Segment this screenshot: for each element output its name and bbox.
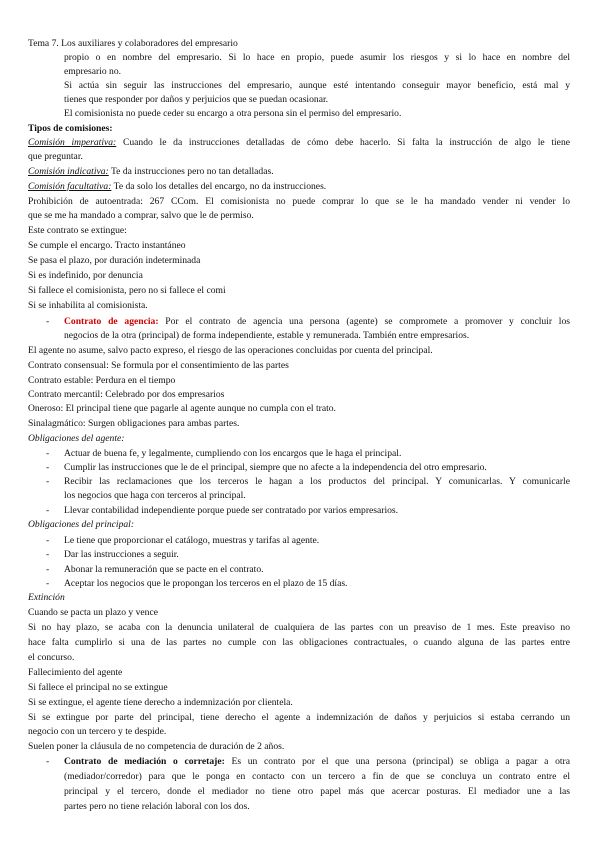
section-heading-tipos: Tipos de comisiones:: [28, 123, 113, 134]
paragraph-line: hace falta cumplirlo si una de las partes no cumple con las obligaciones contractuales, o cuando alguna de las partes entre: [28, 637, 570, 648]
term-text: Por el contrato de agencia una persona (agente) se compromete a promover y concluir los: [158, 316, 571, 327]
term-text: Te da solo los detalles del encargo, no da instrucciones.: [111, 181, 327, 192]
paragraph-line: Se cumple el encargo. Tracto instantáneo: [28, 240, 186, 251]
list-item: Aceptar los negocios que le propongan los terceros en el plazo de 15 días.: [64, 578, 348, 589]
term-text: Te da instrucciones pero no tan detalladas.: [108, 166, 274, 177]
paragraph-line: Este contrato se extingue:: [28, 225, 127, 236]
paragraph-line: El comisionista no puede ceder su encargo a otra persona sin el permiso del empresario.: [64, 108, 402, 119]
paragraph-line: Contrato consensual: Se formula por el consentimiento de las partes: [28, 360, 289, 371]
term-label: Comisión facultativa:: [28, 181, 112, 192]
paragraph-line: [28, 166, 274, 178]
term-text: Cuando le da instrucciones detalladas de cómo debe hacerlo. Si falta la instrucción de algo le tiene: [116, 137, 570, 148]
paragraph-line: Si es indefinido, por denuncia: [28, 270, 143, 281]
paragraph-line: Si se extingue por parte del principal, tiene derecho el agente a indemnización de daños y perjuicios si estaba cerrando un: [28, 712, 570, 723]
paragraph-line: que se me ha mandado a comprar, salvo que le de permiso.: [28, 210, 254, 221]
paragraph-line: Suelen poner la cláusula de no competencia de duración de 2 años.: [28, 741, 285, 752]
term-text: Es un contrato por el que una persona (principal) se obliga a pagar a otra: [224, 756, 570, 767]
section-heading-agente: Obligaciones del agente:: [28, 433, 125, 444]
paragraph-line: negocio con un tercero y te despide.: [28, 726, 167, 737]
list-item: Abonar la remuneración que se pacte en el contrato.: [64, 564, 264, 575]
paragraph-line: Si se inhabilita al comisionista.: [28, 300, 148, 311]
paragraph-line: [64, 756, 570, 768]
bullet-dash: -: [46, 756, 50, 767]
term-label: Contrato de agencia:: [64, 316, 159, 327]
term-label: Contrato de mediación o corretaje:: [64, 756, 225, 767]
paragraph-line: Fallecimiento del agente: [28, 667, 123, 678]
paragraph-line: tienes que responder por daños y perjuicios que se puedan ocasionar.: [64, 94, 329, 105]
document-title: Tema 7. Los auxiliares y colaboradores del empresario: [28, 38, 238, 49]
list-item: los negocios que haga con terceros al principal.: [64, 490, 246, 501]
bullet-dash: -: [46, 578, 50, 589]
section-heading-principal: Obligaciones del principal:: [28, 519, 135, 530]
paragraph-line: propio o en nombre del empresario. Si lo hace en propio, puede asumir los riesgos y si lo hace en nombre del: [64, 52, 570, 63]
bullet-dash: -: [46, 448, 50, 459]
list-item: Cumplir las instrucciones que le de el principal, siempre que no afecte a la independencia del otro empresario.: [64, 462, 487, 473]
paragraph-line: negocios de la otra (principal) de forma independiente, estable y remunerada. También entre empresarios.: [64, 330, 470, 341]
list-item: Dar las instrucciones a seguir.: [64, 549, 179, 560]
paragraph-line: partes pero no tiene relación laboral con los dos.: [64, 801, 250, 812]
paragraph-line: Oneroso: El principal tiene que pagarle al agente aunque no cumpla con el trato.: [28, 403, 336, 414]
section-heading-extincion: Extinción: [28, 592, 65, 603]
paragraph-line: Prohibición de autoentrada: 267 CCom. El comisionista no puede comprar lo que se le ha mandado vender ni vender lo: [28, 196, 570, 207]
paragraph-line: Si no hay plazo, se acaba con la denuncia unilateral de cualquiera de las partes con un preaviso de 1 mes. Este preaviso no: [28, 622, 570, 633]
bullet-dash: -: [46, 505, 50, 516]
paragraph-line: Sinalagmático: Surgen obligaciones para ambas partes.: [28, 418, 240, 429]
paragraph-line: principal y el tercero, donde el mediador no tiene otro papel más que acercar posturas. El mediador une a las: [64, 786, 570, 797]
paragraph-line: Si fallece el principal no se extingue: [28, 682, 168, 693]
bullet-dash: -: [46, 549, 50, 560]
paragraph-line: [64, 316, 570, 328]
paragraph-line: El agente no asume, salvo pacto expreso, el riesgo de las operaciones concluidas por cuenta del principal.: [28, 345, 433, 356]
list-item: Llevar contabilidad independiente porque puede ser contratado por varios empresarios.: [64, 505, 399, 516]
paragraph-line: Se pasa el plazo, por duración indeterminada: [28, 255, 201, 266]
bullet-dash: -: [46, 476, 50, 487]
paragraph-line: Si se extingue, el agente tiene derecho a indemnización por clientela.: [28, 697, 293, 708]
paragraph-line: el concurso.: [28, 652, 75, 663]
bullet-dash: -: [46, 316, 50, 327]
list-item: Recibir las reclamaciones que los terceros le hagan a los productos del principal. Y comunicarlas. Y comunicarle: [64, 476, 570, 487]
term-label: Comisión imperativa:: [28, 137, 117, 148]
bullet-dash: -: [46, 564, 50, 575]
paragraph-line: Contrato estable: Perdura en el tiempo: [28, 375, 176, 386]
bullet-dash: -: [46, 462, 50, 473]
paragraph-line: [28, 137, 570, 149]
paragraph-line: (mediador/corredor) para que le ponga en contacto con un tercero a fin de que se concluya un contrato entre el: [64, 771, 570, 782]
paragraph-line: que preguntar.: [28, 151, 83, 162]
list-item: Le tiene que proporcionar el catálogo, muestras y tarifas al agente.: [64, 535, 320, 546]
list-item: Actuar de buena fe, y legalmente, cumpliendo con los encargos que le haga el principal.: [64, 448, 402, 459]
paragraph-line: Si fallece el comisionista, pero no si fallece el comi: [28, 285, 226, 296]
paragraph-line: empresario no.: [64, 66, 122, 77]
term-label: Comisión indicativa:: [28, 166, 109, 177]
bullet-dash: -: [46, 535, 50, 546]
paragraph-line: [28, 181, 326, 193]
paragraph-line: Cuando se pacta un plazo y vence: [28, 607, 158, 618]
paragraph-line: Si actúa sin seguir las instrucciones del empresario, aunque esté intentando conseguir mayor beneficio, está mal y: [64, 80, 570, 91]
paragraph-line: Contrato mercantil: Celebrado por dos empresarios: [28, 389, 225, 400]
